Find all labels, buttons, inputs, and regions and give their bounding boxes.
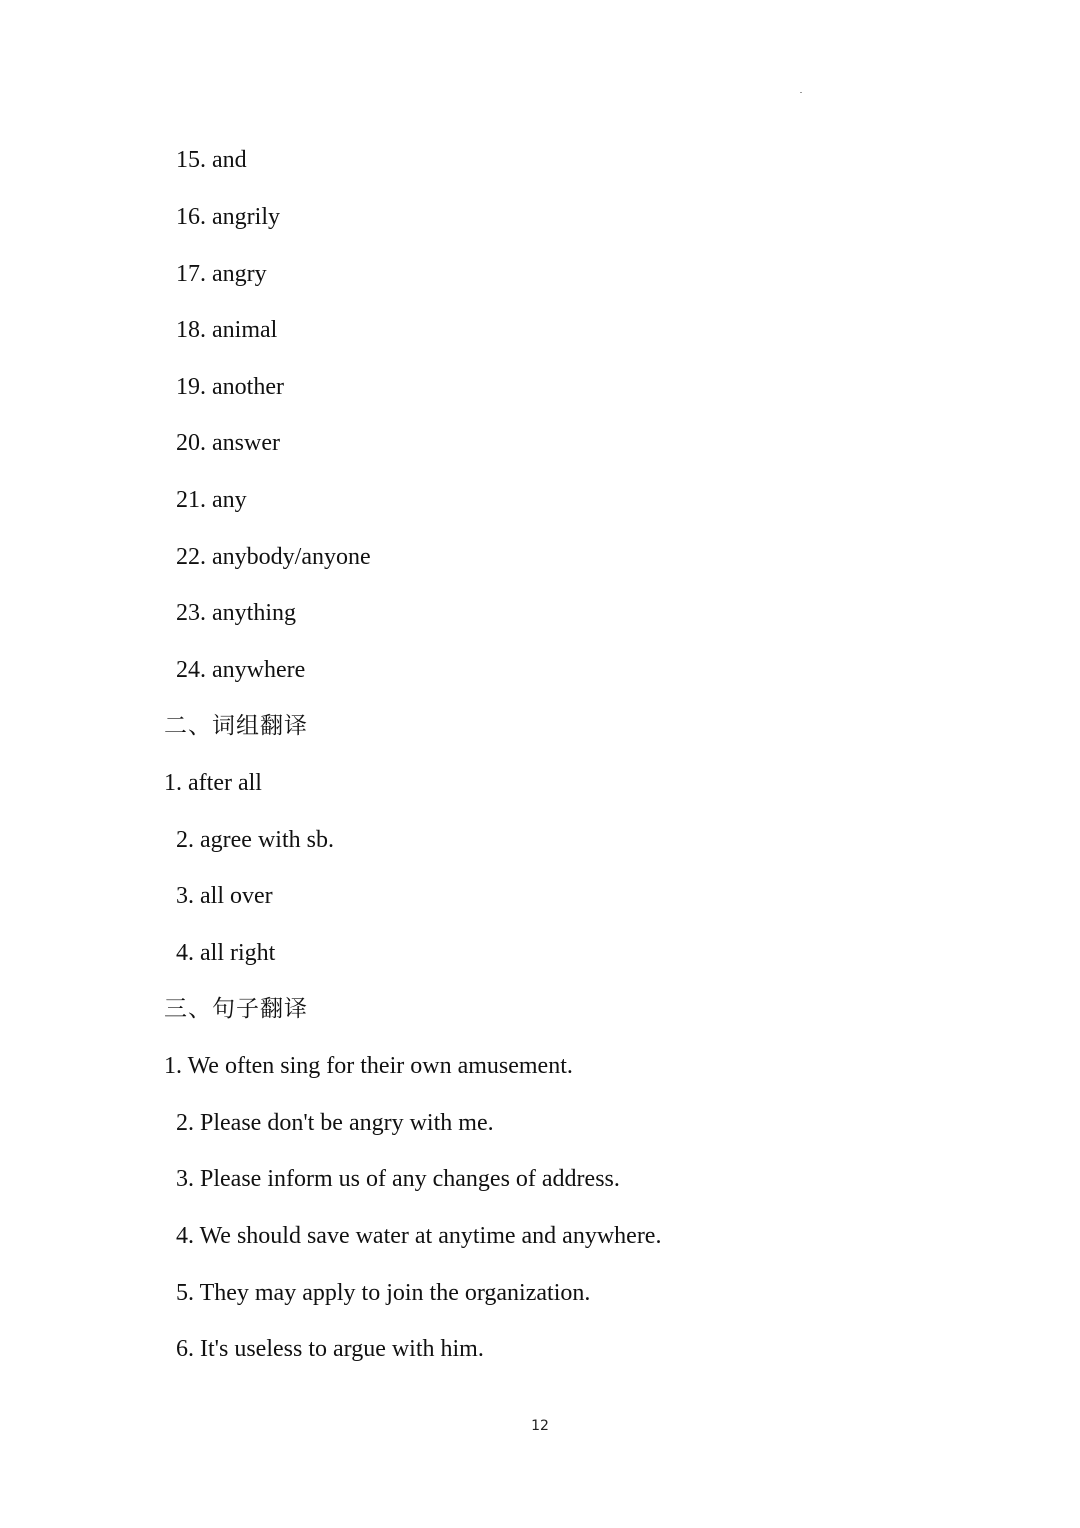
sentence-item: 2. Please don't be angry with me. xyxy=(176,1110,494,1136)
scan-mark xyxy=(800,92,802,93)
sentence-item: 1. We often sing for their own amusement. xyxy=(164,1053,573,1079)
sentence-item: 3. Please inform us of any changes of address. xyxy=(176,1166,620,1192)
sentence-item: 6. It's useless to argue with him. xyxy=(176,1336,484,1362)
vocab-item: 18. animal xyxy=(176,317,278,343)
sentence-item: 5. They may apply to join the organization. xyxy=(176,1280,591,1306)
vocab-item: 22. anybody/anyone xyxy=(176,544,371,570)
sentence-section-heading: 三、句子翻译 xyxy=(164,996,308,1022)
vocab-item: 23. anything xyxy=(176,600,296,626)
page-number: 12 xyxy=(531,1418,549,1434)
vocab-item: 19. another xyxy=(176,374,284,400)
vocab-item: 21. any xyxy=(176,487,247,513)
phrase-item: 3. all over xyxy=(176,883,273,909)
vocab-item: 24. anywhere xyxy=(176,657,306,683)
vocab-item: 17. angry xyxy=(176,261,267,287)
vocab-item: 20. answer xyxy=(176,430,280,456)
phrase-item: 1. after all xyxy=(164,770,262,796)
phrase-item: 4. all right xyxy=(176,940,276,966)
sentence-item: 4. We should save water at anytime and anywhere. xyxy=(176,1223,662,1249)
phrase-section-heading: 二、词组翻译 xyxy=(164,713,308,739)
vocab-item: 15. and xyxy=(176,147,247,173)
phrase-item: 2. agree with sb. xyxy=(176,827,334,853)
vocab-item: 16. angrily xyxy=(176,204,280,230)
